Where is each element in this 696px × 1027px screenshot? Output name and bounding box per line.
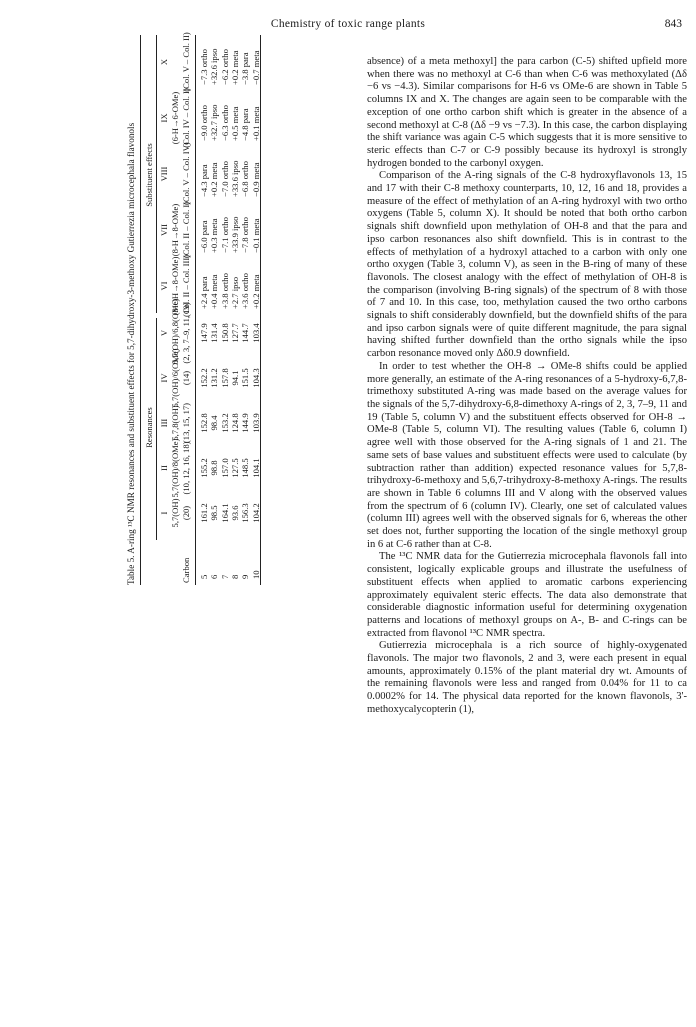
- column-compounds: (14): [181, 370, 191, 386]
- column-compounds: (Col. IV – Col. I): [181, 88, 191, 148]
- resonance-value: 124.8: [229, 413, 240, 433]
- group-header-resonances: Resonances: [144, 407, 154, 448]
- substituent-effect: +2.4 para: [199, 276, 209, 309]
- substituent-effect: −4.8 para: [240, 108, 251, 141]
- substituent-effect: +0.5 meta: [229, 106, 240, 141]
- body-paragraph: The ¹³C NMR data for the Gutierrezia microcephala flavonols fall into consistent, logically explicable groups and illustrate the usefulness of substituent effects when applied to aromatic carbons experiencing approximately equivalent steric effects. The data also demonstrate that considerable diagnostic information useful for determining oxygenation patterns and locations of methoxyl groups on A-, B- and C-rings can be extracted from flavonol ¹³C NMR spectra.: [367, 551, 687, 639]
- substituent-effect: −7.0 ortho: [219, 161, 230, 197]
- resonance-value: 104.2: [250, 503, 261, 523]
- substituent-effect: +0.2 meta: [250, 274, 261, 309]
- table-rule-bottom: [260, 35, 261, 585]
- substituent-effect: −6.8 ortho: [240, 161, 251, 197]
- carbon-label: 8: [229, 574, 240, 579]
- table-caption: Table 5. A-ring ¹³C NMR resonances and substituent effects for 5,7-dihydroxy-3-methoxy Gutierrezia microcephala flavonols: [126, 122, 136, 585]
- column-numeral: III: [159, 418, 169, 428]
- resonance-value: 155.2: [199, 458, 209, 478]
- resonance-value: 156.3: [240, 503, 251, 523]
- substituent-effect: +33.9 ipso: [229, 216, 240, 253]
- group-rule-effects: [156, 35, 157, 313]
- column-numeral: I: [159, 511, 169, 515]
- page-header: [0, 18, 696, 38]
- column-compounds: (Col. II – Col. I): [181, 201, 191, 259]
- substituent-effect: +0.2 meta: [229, 50, 240, 85]
- substituent-effect: +32.7 ipso: [209, 104, 220, 141]
- resonance-value: 103.4: [250, 323, 261, 343]
- substituent-effect: +0.4 meta: [209, 274, 220, 309]
- column-compounds: (Col. V – Col. IV): [181, 142, 191, 205]
- substituent-effect: +32.6 ipso: [209, 48, 220, 85]
- resonance-value: 161.2: [199, 503, 209, 523]
- column-pattern: (8-OH→8-OMe): [170, 256, 180, 316]
- resonance-value: 94.1: [229, 370, 240, 386]
- substituent-effect: −6.0 para: [199, 220, 209, 253]
- carbon-label: 7: [219, 574, 230, 579]
- substituent-effect: +2.7 ipso: [229, 276, 240, 309]
- substituent-effect: −7.3 ortho: [199, 49, 209, 85]
- resonance-value: 151.5: [240, 368, 251, 388]
- column-pattern: 5,7(OH): [170, 498, 180, 528]
- table-rule-top: [140, 35, 141, 585]
- carbon-label: 5: [199, 574, 209, 579]
- column-pattern: 5,7(OH)/6(OMe): [170, 348, 180, 408]
- column-pattern: (8-H→8-OMe): [170, 203, 180, 257]
- substituent-effect: −4.3 para: [199, 164, 209, 197]
- carbon-label: 9: [240, 574, 251, 579]
- resonance-value: 131.2: [209, 368, 220, 388]
- column-compounds: (20): [181, 505, 191, 521]
- resonance-value: 148.5: [240, 458, 251, 478]
- resonance-value: 157.8: [219, 368, 230, 388]
- column-pattern: 5,7,8(OH): [170, 405, 180, 441]
- resonance-value: 93.6: [229, 505, 240, 521]
- body-paragraph: absence) of a meta methoxyl] the para carbon (C-5) shifted upfield more when there was no methoxyl at C-6 than when C-6 was methoxylated (Δδ −6 vs −4.3). Similar comparisons for H-6 vs OMe-6 are shown in Table 5 columns IX and X. The changes are again seen to be comparable with the exception of one ortho carbon shift which is greater in the absence of a second methoxyl at C-8 (Δδ −9 vs −7.3). In this case, the carbon displaying the shift variance was again C-5 which suggests that it is more sensitive to steric effects than C-7 or C-9 possibly because its hydroxyl is strongly hydrogen bonded to the carbonyl oxygen.: [367, 56, 687, 169]
- resonance-value: 144.9: [240, 413, 251, 433]
- substituent-effect: −0.9 meta: [250, 162, 261, 197]
- substituent-effect: +0.2 meta: [209, 162, 220, 197]
- resonance-value: 157.0: [219, 458, 230, 478]
- table-rule-mid: [195, 35, 196, 585]
- group-rule-resonances: [156, 318, 157, 540]
- column-numeral: X: [159, 58, 169, 66]
- substituent-effect: +33.6 ipso: [229, 160, 240, 197]
- column-numeral: VII: [159, 224, 169, 236]
- carbon-column-header: Carbon: [181, 557, 191, 583]
- running-title: Chemistry of toxic range plants: [270, 18, 426, 30]
- resonance-value: 131.4: [209, 323, 220, 343]
- substituent-effect: +0.3 meta: [209, 218, 220, 253]
- column-compounds: (Col. V – Col. II): [181, 32, 191, 92]
- resonance-value: 164.1: [219, 503, 230, 523]
- column-pattern: (6-H→6-OMe): [170, 91, 180, 145]
- substituent-effect: −7.1 ortho: [219, 217, 230, 253]
- resonance-value: 104.3: [250, 368, 261, 388]
- substituent-effect: −6.2 ortho: [219, 49, 230, 85]
- resonance-value: 103.9: [250, 413, 261, 433]
- resonance-value: 144.7: [240, 323, 251, 343]
- resonance-value: 152.2: [199, 368, 209, 388]
- resonance-value: 98.4: [209, 415, 220, 431]
- substituent-effect: −0.7 meta: [250, 50, 261, 85]
- body-paragraph: Gutierrezia microcephala is a rich source of highly-oxygenated flavonols. The major two flavonols, 2 and 3, were each present in equal amounts, approximately 0.15% of the plant material dry wt. Amounts of the remaining flavonols were less and ranged from 0.04% for 11 to ca 0.0002% for 14. The physical data reported for the known flavonols, 3'-methoxycalycopterin (1),: [367, 640, 687, 715]
- column-numeral: VI: [159, 281, 169, 291]
- resonance-value: 127.5: [229, 458, 240, 478]
- body-text-column: [367, 56, 687, 717]
- column-numeral: II: [159, 465, 169, 471]
- substituent-effect: −3.8 para: [240, 52, 251, 85]
- substituent-effect: +3.6 ortho: [240, 273, 251, 309]
- group-header-substituent-effects: Substituent effects: [144, 143, 154, 207]
- body-paragraph: In order to test whether the OH-8 → OMe-8 shifts could be applied more generally, an estimate of the A-ring resonances of a 5-hydroxy-6,7,8-trimethoxy substituted A-ring was made based on the average values for the signals of the 5,7-dihydroxy-6,8-dimethoxy A-rings of 2, 3, 7–9, 11 and 19 (Table 5, column V) and the substituent effects observed for OH-8 → OMe-8 (Table 5, column VI). The resulting values (Table 6, column I) agree well with those observed for the A-ring signals of 1 and 21. The same sets of base values and substituent effects were used to calculate (by subtraction rather than addition) expected resonance values for 5,7,8-trihydroxy-6-methoxy and 5,6,7-trihydroxy-8-methoxy A-rings. The results are shown in Table 6 columns III and V along with the observed values from the spectrum of 6 (column IV). Clearly, one set of calculated values (column III) agrees well with the observed signals for 6, whereas the other set does not, further supporting the location of the single methoxyl group in 6 at C-6 rather than at C-8.: [367, 360, 687, 550]
- body-paragraph: Comparison of the A-ring signals of the C-8 hydroxyflavonols 13, 15 and 17 with their C-8 methoxy counterparts, 10, 12, 16 and 18, provides a measure of the effect of methylation of an A-ring hydroxyl with two ortho oxygens (Table 5, column X). It should be noted that both ortho carbon signals shift downfield upon methylation of OH-8 and that the para and ipso carbon resonances also shift downfield. This is in contrast to the effects of methylation of a hydroxyl attached to a carbon with only one ortho oxygen (Table 3, column V), as seen in the B-ring of many of these flavonols. The closest analogy with the effect of methylation of OH-8 is the comparison (involving B-ring signals) of the spectrum of 8 with those of 7 and 10. In this case, too, methylation caused the two ortho carbons signals to shift considerably downfield, but the downfield shifts of the para and ipso carbon signals were of quite different magnitude, the para signal having shifted further downfield than the ortho signals while the ipso carbon resonance moved only Δδ0.9 downfield.: [367, 170, 687, 360]
- column-compounds: (10, 12, 16, 18): [181, 441, 191, 495]
- resonance-value: 127.7: [229, 323, 240, 343]
- carbon-label: 6: [209, 574, 220, 579]
- resonance-value: 98.8: [209, 460, 220, 476]
- column-compounds: (Col. II – Col. III): [181, 254, 191, 317]
- page-number: 843: [664, 18, 682, 30]
- substituent-effect: −7.8 ortho: [240, 217, 251, 253]
- carbon-label: 10: [250, 570, 261, 579]
- column-numeral: IX: [159, 113, 169, 123]
- resonance-value: 98.5: [209, 505, 220, 521]
- column-pattern: 5,7(OH)/8(OMe): [170, 438, 180, 498]
- column-pattern: 5,7(OH)/6,8(OMe): [170, 298, 180, 364]
- resonance-value: 147.9: [199, 323, 209, 343]
- resonance-value: 104.1: [250, 458, 261, 478]
- substituent-effect: −0.1 meta: [250, 218, 261, 253]
- column-numeral: IV: [159, 373, 169, 383]
- resonance-value: 150.8: [219, 323, 230, 343]
- column-compounds: (2, 3, 7–9, 11, 19): [181, 302, 191, 364]
- column-compounds: (13, 15, 17): [181, 402, 191, 444]
- table-5: [126, 32, 261, 585]
- resonance-value: 152.8: [199, 413, 209, 433]
- column-numeral: VIII: [159, 166, 169, 182]
- substituent-effect: −6.3 ortho: [219, 105, 230, 141]
- substituent-effect: +3.8 ortho: [219, 273, 230, 309]
- column-numeral: V: [159, 329, 169, 337]
- resonance-value: 153.2: [219, 413, 230, 433]
- substituent-effect: −9.0 ortho: [199, 105, 209, 141]
- substituent-effect: +0.1 meta: [250, 106, 261, 141]
